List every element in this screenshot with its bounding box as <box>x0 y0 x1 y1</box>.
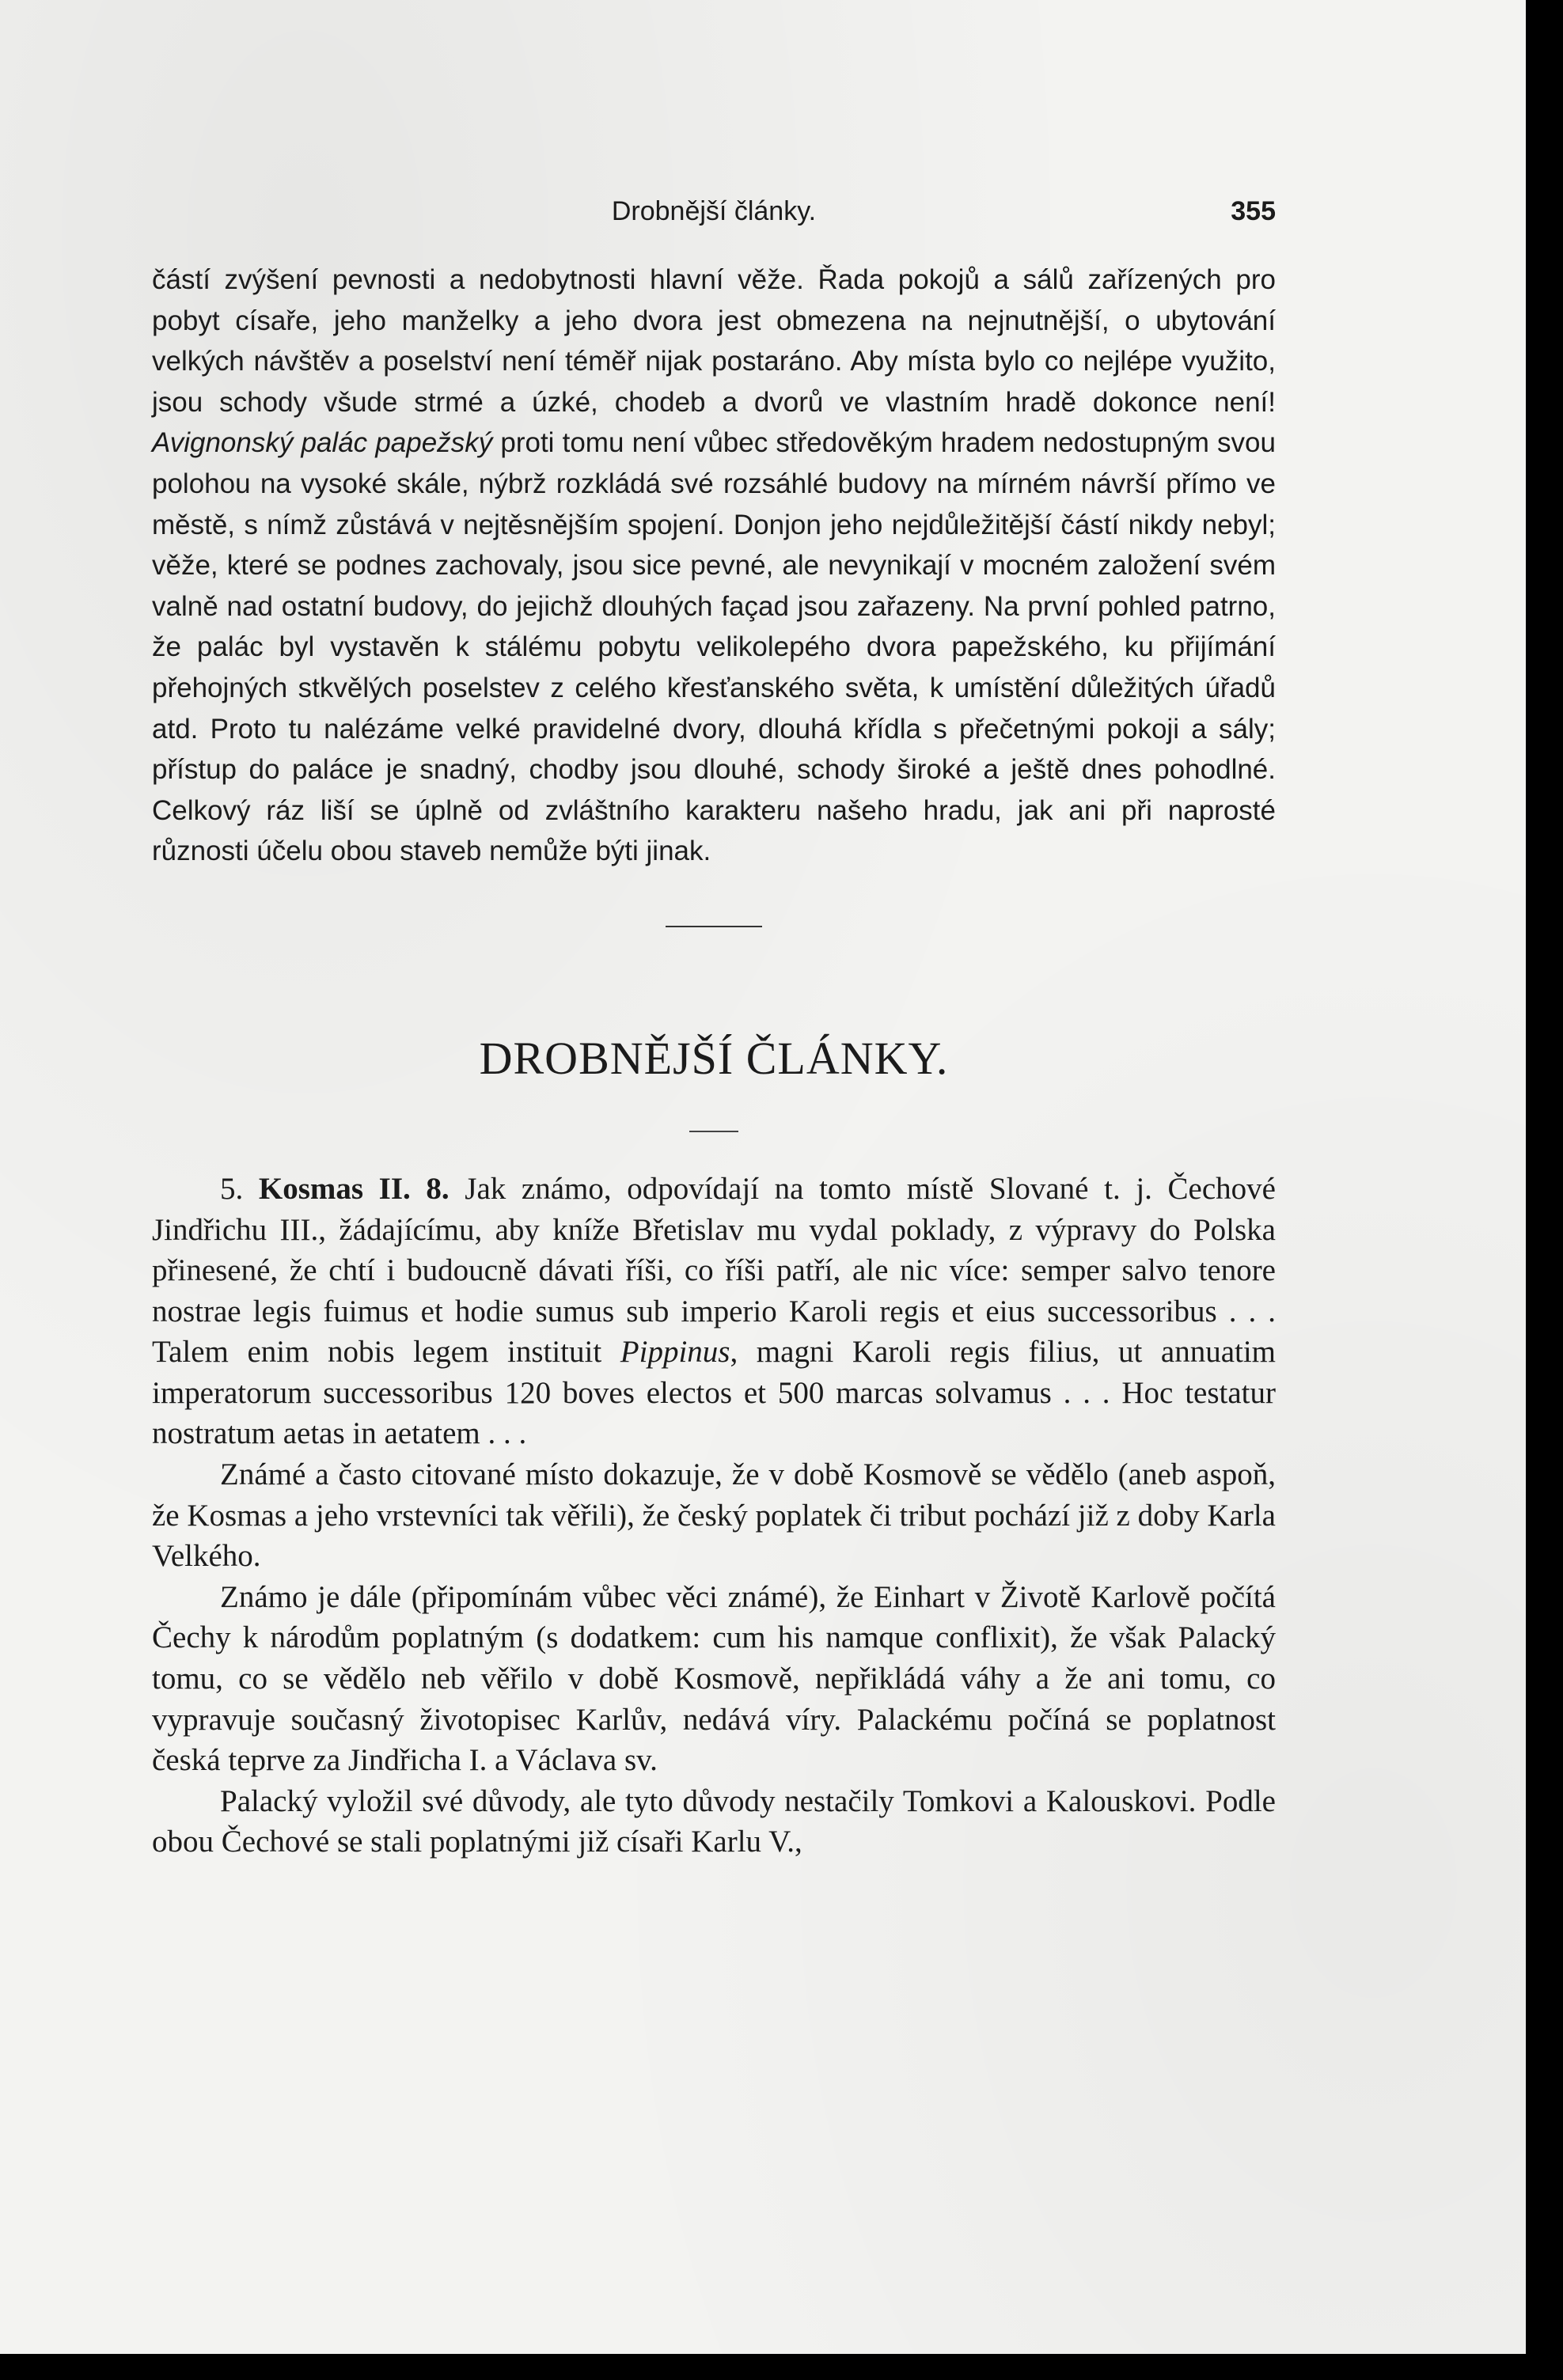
article-number: 5. <box>220 1171 244 1206</box>
article-paragraph-3: Známo je dále (připomínám vůbec věci známé), že Einhart v Životě Karlově počítá Čechy k národům poplatným (s dodatkem: cum his namque conflixit), že však Palacký tomu, co se vědělo neb věřilo v době Kosmově, nepřikládá váhy a že ani tomu, co vypravuje současný životopisec Karlův, nedává víry. Palackému počíná se poplatnost česká teprve za Jindřicha I. a Václava sv. <box>152 1579 1276 1778</box>
article-body <box>152 1169 1276 1863</box>
article-text-a: Jak známo, odpovídají na tomto místě Slované t. j. Čechové Jindřichu III., žádajícímu, aby kníže Břetislav mu vydal poklady, z výpravy do Polska přinesené, že chtí i budoucně dávati říši, co říši patří, ale nic více: semper salvo tenore nostrae legis fuimus et hodie sumus sub imperio Karoli regis et eius successoribus . . . Talem enim nobis legem instituit <box>152 1171 1276 1370</box>
article-text-b: , magni Karoli regis filius, ut annuatim imperatorum successoribus 120 boves electos et 500 marcas solvamus . . . Hoc testatur nostratum aetas in aetatem . . . <box>152 1335 1277 1451</box>
article-paragraph-1 <box>152 1169 1276 1454</box>
continued-paragraph <box>152 260 1276 872</box>
section-divider <box>666 926 762 927</box>
italic-name-pippinus: Pippinus <box>620 1335 730 1370</box>
article-heading: Kosmas II. 8. <box>258 1171 450 1206</box>
title-underline <box>689 1131 738 1132</box>
italic-term-avignon: Avignonský palác papežský <box>152 427 493 459</box>
text-part-2: proti tomu není vůbec středověkým hradem nedostupným svou polohou na vysoké skále, nýbrž rozkládá své rozsáhlé budovy na mírném návrší přímo ve městě, s nímž zůstává v nejtěsnějším spojení. Donjon jeho nejdůležitější částí nikdy nebyl; věže, které se podnes zachovaly, jsou sice pevné, ale nevynikají v mocném založení svém valně nad ostatní budovy, do jejichž dlouhých façad jsou zařazeny. Na první pohled patrno, že palác byl vystavěn k stálému pobytu velikolepého dvora papežského, ku přijímání přehojných stkvělých poselstev z celého křesťanského světa, k umístění důležitých úřadů atd. Proto tu nalézáme velké pravidelné dvory, dlouhá křídla s přečetnými pokoji a sály; přístup do paláce je snadný, chodby jsou dlouhé, schody široké a ještě dnes pohodlné. Celkový ráz liší se úplně od zvláštního karakteru našeho hradu, jak ani při naprosté různosti účelu obou staveb nemůže býti jinak. <box>152 427 1276 867</box>
running-title: Drobnější články. <box>611 196 817 226</box>
section-title: DROBNĚJŠÍ ČLÁNKY. <box>479 1032 949 1084</box>
page-content <box>152 196 1276 1863</box>
page-number: 355 <box>1231 196 1276 226</box>
article-paragraph-4: Palacký vyložil své důvody, ale tyto důvody nestačily Tomkovi a Kalouskovi. Podle obou Čechové se stali poplatnými již císaři Karlu V., <box>152 1783 1276 1859</box>
article-paragraph-2: Známé a často citované místo dokazuje, že v době Kosmově se vědělo (aneb aspoň, že Kosmas a jeho vrstevníci tak věřili), že český poplatek či tribut pochází již z doby Karla Velkého. <box>152 1457 1276 1574</box>
continued-text-block <box>152 260 1276 872</box>
page-header <box>152 196 1276 241</box>
text-part-1: částí zvýšení pevnosti a nedobytnosti hlavní věže. Řada pokojů a sálů zařízených pro pobyt císaře, jeho manželky a jeho dvora jest obmezena na nejnutnější, o ubytování velkých návštěv a poselství není téměř nijak postaráno. Aby místa bylo co nejlépe využito, jsou schody všude strmé a úzké, chodeb a dvorů ve vlastním hradě dokonce není! <box>152 264 1276 418</box>
